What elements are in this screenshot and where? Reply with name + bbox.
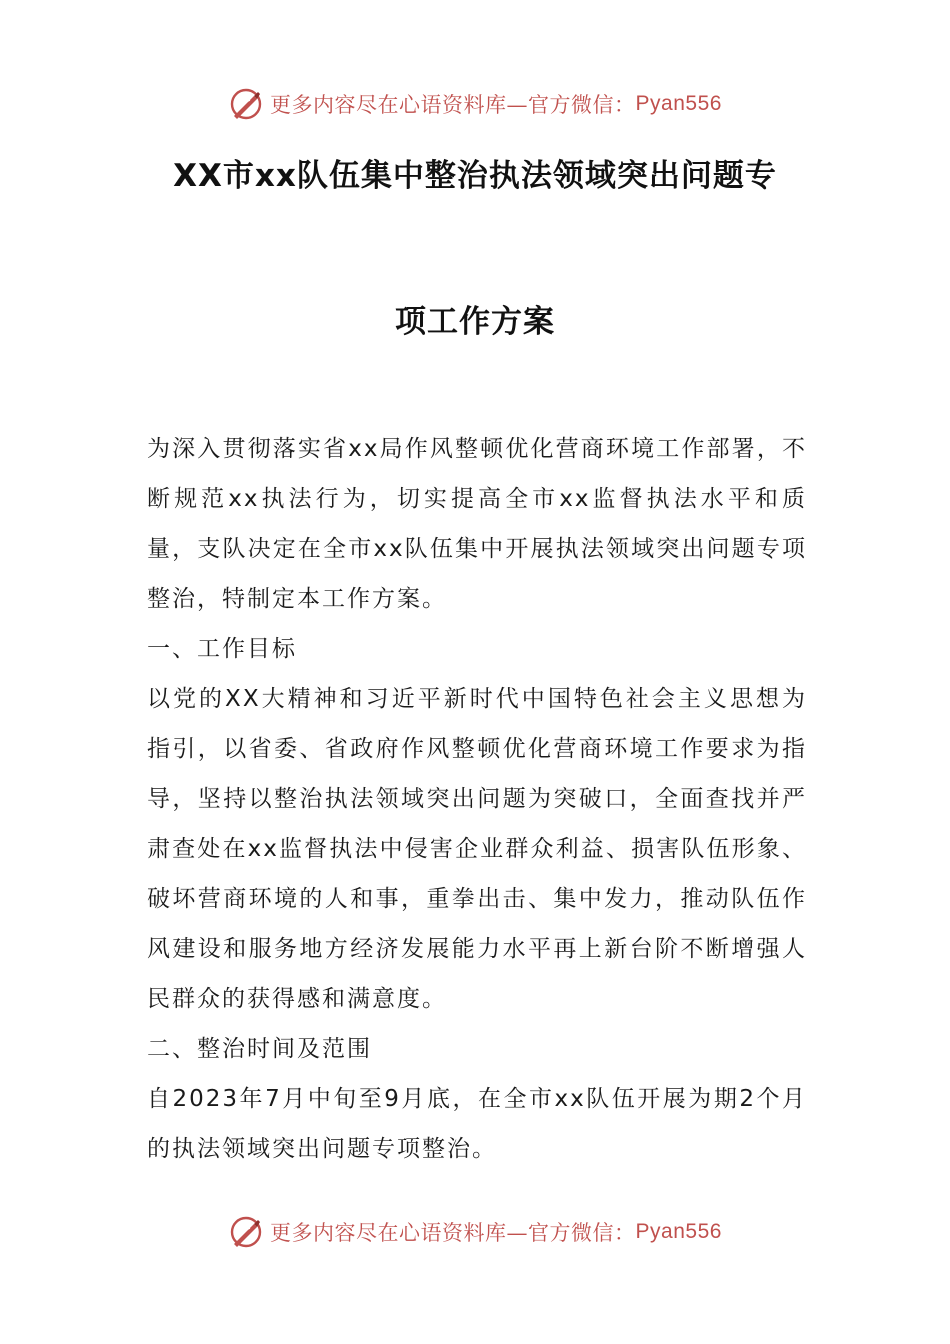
pen-circle-logo [228, 86, 264, 122]
watermark-text: 更多内容尽在心语资料库—官方微信： [270, 1221, 636, 1245]
intro-paragraph: 为深入贯彻落实省xx局作风整顿优化营商环境工作部署，不断规范xx执法行为，切实提高全市xx监督执法水平和质量，支队决定在全市xx队伍集中开展执法领域突出问题专项整治，特制定本工作方案。 [147, 436, 807, 612]
goals-paragraph: 以党的XX大精神和习近平新时代中国特色社会主义思想为指引，以省委、省政府作风整顿优化营商环境工作要求为指导，坚持以整治执法领域突出问题为突破口，全面查找并严肃查处在xx监督执法中侵害企业群众利益、损害队伍形象、破坏营商环境的人和事，重拳出击、集中发力，推动队伍作风建设和服务地方经济发展能力水平再上新台阶不断增强人民群众的获得感和满意度。 [147, 686, 807, 1012]
document-title-line-1: XX市xx队伍集中整治执法领域突出问题专 [173, 158, 777, 194]
footer-watermark [0, 1212, 950, 1252]
section-heading-goals: 一、工作目标 [147, 636, 297, 662]
header-watermark [0, 84, 950, 124]
pen-circle-logo [228, 1214, 264, 1250]
time-scope-paragraph: 自2023年7月中旬至9月底，在全市xx队伍开展为期2个月的执法领域突出问题专项整治。 [147, 1086, 807, 1162]
section-heading-time-scope: 二、整治时间及范围 [147, 1036, 372, 1062]
document-body [147, 424, 807, 1174]
watermark-text: 更多内容尽在心语资料库—官方微信： [270, 93, 636, 117]
watermark-handle: Pyan556 [635, 1220, 722, 1243]
watermark-handle: Pyan556 [635, 92, 722, 115]
document-title-line-2: 项工作方案 [395, 304, 555, 340]
